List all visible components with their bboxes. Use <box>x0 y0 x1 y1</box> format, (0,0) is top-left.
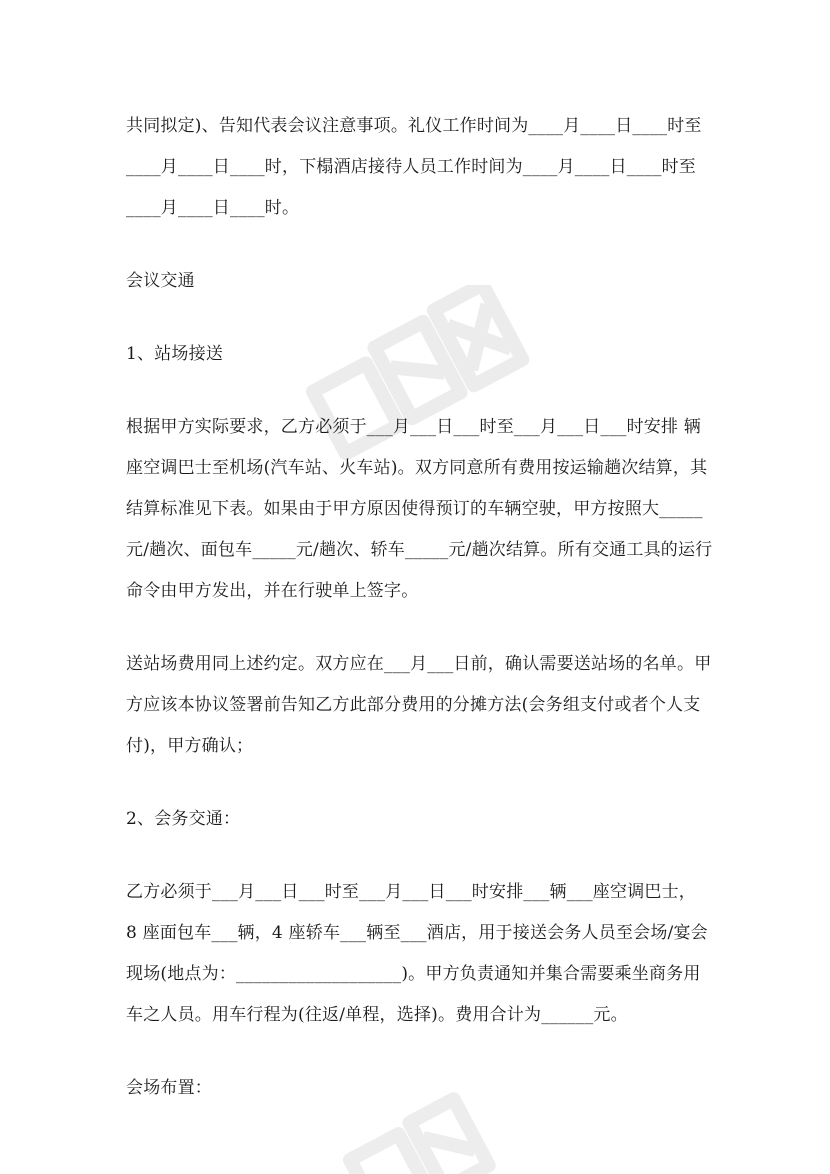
paragraph-line: 送站场费用同上述约定。双方应在___月___日前，确认需要送站场的名单。甲 <box>126 654 712 674</box>
paragraph-line: 车之人员。用车行程为(往返/单程，选择)。费用合计为______元。 <box>126 1005 628 1025</box>
section-heading: 会场布置： <box>126 1078 212 1098</box>
paragraph-line: 元/趟次、面包车_____元/趟次、轿车_____元/趟次结算。所有交通工具的运行 <box>126 540 713 560</box>
paragraph-line: ____月____日____时，下榻酒店接待人员工作时间为____月____日____时至 <box>126 157 696 177</box>
paragraph-line: 座空调巴士至机场(汽车站、火车站)。双方同意所有费用按运输趟次结算，其 <box>126 458 708 478</box>
subsection-heading: 2、会务交通： <box>126 809 241 829</box>
paragraph-line: 结算标准见下表。如果由于甲方原因使得预订的车辆空驶，甲方按照大_____ <box>126 499 703 519</box>
paragraph-line: 方应该本协议签署前告知乙方此部分费用的分摊方法(会务组支付或者个人支 <box>126 695 701 715</box>
paragraph-line: ____月____日____时。 <box>126 198 300 218</box>
section-heading: 会议交通 <box>126 271 195 291</box>
paragraph-line: 付)，甲方确认； <box>126 736 254 756</box>
paragraph-line: 命令由甲方发出，并在行驶单上签字。 <box>126 581 419 601</box>
paragraph-line: 根据甲方实际要求，乙方必须于___月___日___时至___月___日___时安排 辆 <box>126 417 702 437</box>
paragraph-line: 共同拟定)、告知代表会议注意事项。礼仪工作时间为____月____日____时至 <box>126 116 702 136</box>
paragraph-line: 现场(地点为：___________________)。甲方负责通知并集合需要乘坐商务用 <box>126 964 701 984</box>
document-body <box>126 106 716 1109</box>
paragraph-line: 乙方必须于___月___日___时至___月___日___时安排___辆___座空调巴士， <box>126 882 696 902</box>
subsection-heading: 1、站场接送 <box>126 344 224 364</box>
paragraph-line: 8 座面包车___辆，4 座轿车___辆至___酒店，用于接送会务人员至会场/宴会 <box>126 923 708 943</box>
